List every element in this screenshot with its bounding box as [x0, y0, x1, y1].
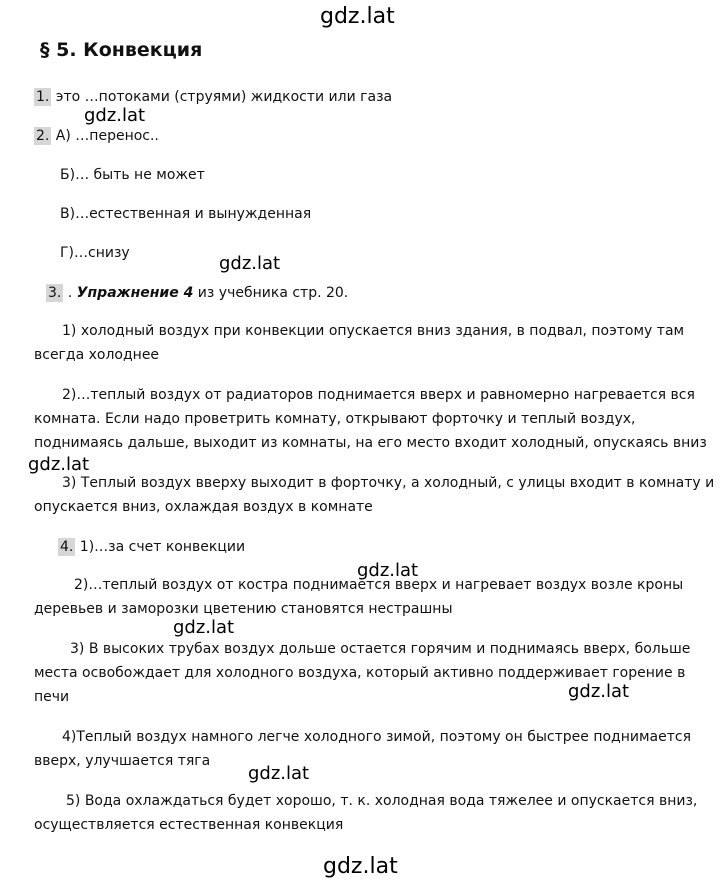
- answer-2g: Г)…снизу: [60, 245, 130, 261]
- answer-2a: [34, 129, 159, 143]
- answer-3-3-line2: опускается вниз, охлаждая воздух в комнате: [34, 499, 373, 515]
- answer-4-5-line2: осуществляется естественная конвекция: [34, 817, 344, 833]
- item-number: 4.: [60, 539, 74, 555]
- watermark: gdz.lat: [568, 681, 630, 702]
- watermark: gdz.lat: [28, 454, 90, 475]
- watermark: gdz.lat: [173, 617, 235, 638]
- separator: .: [63, 285, 77, 301]
- answer-4-3-line2: места освобождает для холодного воздуха, который активно поддерживает горение в: [34, 665, 686, 681]
- answer-text: 1)…за счет конвекции: [75, 539, 246, 555]
- page-title: § 5. Конвекция: [40, 39, 203, 61]
- answer-3-2-line2: комната. Если надо проветрить комнату, открывают форточку и теплый воздух,: [34, 411, 636, 427]
- answer-4-2-line2: деревьев и заморозки цветению становятся нестрашны: [34, 601, 453, 617]
- watermark-top: gdz.lat: [320, 4, 395, 29]
- answer-text: это …потоками (струями) жидкости или газа: [51, 89, 393, 105]
- answer-4-5-line1: 5) Вода охлаждаться будет хорошо, т. к. холодная вода тяжелее и опускается вниз,: [66, 793, 698, 809]
- item-number: 3.: [48, 285, 62, 301]
- exercise-source: из учебника стр. 20.: [193, 285, 349, 301]
- item-number: 2.: [36, 128, 50, 144]
- watermark-bottom: gdz.lat: [323, 854, 398, 879]
- answer-3-3-line1: 3) Теплый воздух вверху выходит в форточку, а холодный, с улицы входит в комнату и: [62, 475, 715, 491]
- watermark: gdz.lat: [84, 105, 146, 126]
- watermark: gdz.lat: [219, 253, 281, 274]
- answer-4-1: [58, 540, 245, 554]
- item-number: 1.: [36, 89, 50, 105]
- answer-3-2-line3: поднимаясь дальше, выходит из комнаты, на его место входит холодный, опускаясь вниз: [34, 435, 707, 451]
- answer-4-3-line3: печи: [34, 689, 70, 705]
- answer-3-2-line1: 2)…теплый воздух от радиаторов поднимается вверх и равномерно нагревается вся: [62, 387, 695, 403]
- exercise-name: Упражнение 4: [76, 285, 194, 301]
- answer-3-1-line2: всегда холоднее: [34, 347, 160, 363]
- answer-text: А) …перенос..: [51, 128, 159, 144]
- watermark: gdz.lat: [248, 763, 310, 784]
- answer-4-2-line1: 2)…теплый воздух от костра поднимается вверх и нагревает воздух возле кроны: [74, 577, 684, 593]
- answer-4-4-line1: 4)Теплый воздух намного легче холодного зимой, поэтому он быстрее поднимается: [62, 729, 692, 745]
- answer-2b: Б)… быть не может: [60, 167, 205, 183]
- answer-2v: В)…естественная и вынужденная: [60, 206, 312, 222]
- watermark: gdz.lat: [357, 560, 419, 581]
- answer-1: [34, 90, 392, 104]
- answer-3-1-line1: 1) холодный воздух при конвекции опускается вниз здания, в подвал, поэтому там: [62, 323, 685, 339]
- answer-4-4-line2: вверх, улучшается тяга: [34, 753, 211, 769]
- exercise-heading: [46, 286, 348, 300]
- answer-4-3-line1: 3) В высоких трубах воздух дольше остается горячим и поднимаясь вверх, больше: [70, 641, 691, 657]
